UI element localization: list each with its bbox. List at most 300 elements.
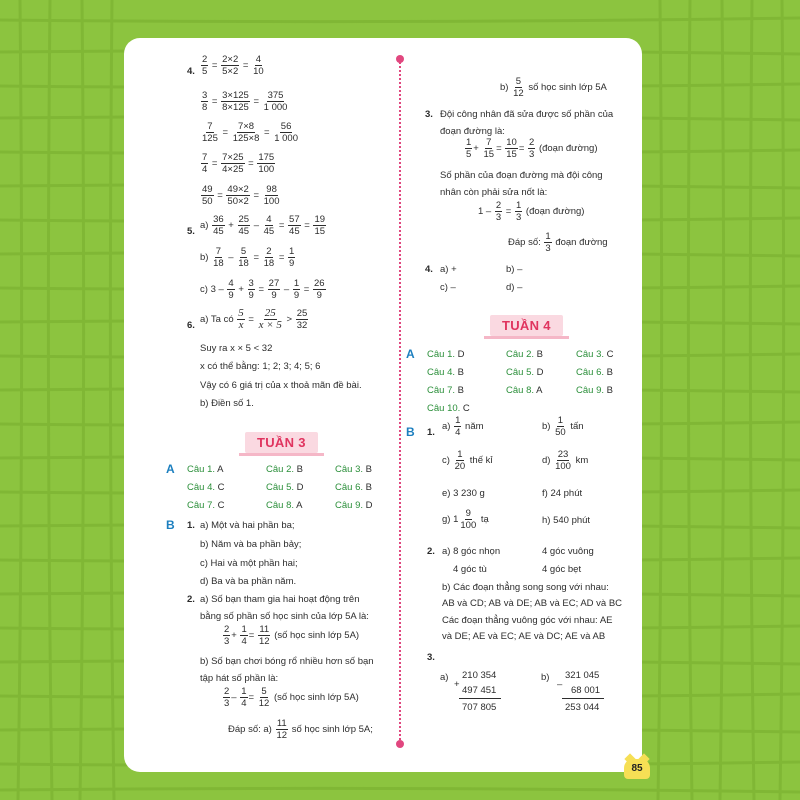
numerator: 36 — [213, 214, 224, 225]
fraction — [273, 121, 299, 144]
numerator: 1 — [557, 415, 564, 426]
denominator: 125×8 — [232, 133, 260, 144]
denominator: 4 — [241, 698, 247, 709]
numerator: 2 — [224, 686, 230, 697]
fraction — [263, 184, 281, 207]
denominator: x × 5 — [258, 319, 282, 331]
inequality: a) Ta có $\frac{5}{x}$ = $\frac{25}{x \times 5}$ > $\frac{25}{32}$ — [200, 307, 308, 331]
fraction — [201, 184, 214, 207]
denominator: 18 — [263, 258, 275, 269]
text-line: b) Điền số 1. — [200, 398, 254, 409]
part-label: c) — [200, 284, 208, 296]
answer-value: A — [296, 500, 303, 511]
fraction — [223, 624, 230, 647]
denominator: 50×2 — [227, 196, 249, 207]
denominator: 9 — [248, 290, 254, 301]
page-number: 85 — [624, 759, 650, 779]
numerator: 4 — [255, 54, 262, 65]
text-line: d) Ba và ba phần năm. — [200, 576, 297, 587]
part-label: b) — [500, 82, 509, 94]
fraction — [554, 449, 572, 472]
answer-item — [335, 500, 373, 512]
numerator: 2×2 — [222, 54, 239, 65]
answer-value: B — [606, 367, 613, 378]
text-line: đoạn đường là: — [440, 126, 505, 137]
answer-item — [576, 385, 613, 397]
text-line: a) 8 góc nhọn — [442, 546, 501, 557]
answer-value: B — [457, 385, 464, 396]
sum-result: 707 805 — [462, 702, 497, 713]
numerator: 7 — [207, 121, 213, 132]
sum-rule — [459, 698, 501, 699]
fraction — [288, 246, 295, 269]
numerator: 56 — [280, 121, 292, 132]
numerator: 5 — [240, 246, 247, 257]
fraction — [212, 214, 225, 237]
denominator: 45 — [238, 226, 250, 237]
fraction — [226, 184, 249, 207]
fraction-equation: c) 3 – $\frac{4}{9}$ + $\frac{3}{9}$ = $\frac{27}{9}$ – $\frac{1}{9}$ = $\frac{26}{9}$ — [200, 278, 325, 301]
fraction — [201, 54, 208, 77]
answer-label: Câu 7. — [187, 500, 215, 511]
denominator: 15 — [314, 226, 326, 237]
fraction — [515, 200, 522, 223]
fraction-equation: $\frac{49}{50}$ = $\frac{49\times 2}{50\times 2}$ = $\frac{98}{100}$ — [202, 184, 280, 207]
numerator: 4 — [266, 214, 272, 225]
numerator: 10 — [506, 137, 517, 148]
part-label: a) — [200, 220, 209, 232]
denominator: 100 — [460, 520, 477, 531]
text-line: a) Một và hai phần ba; — [200, 520, 295, 531]
fraction — [313, 278, 326, 301]
fraction — [201, 121, 219, 144]
answer-label: Câu 5. — [506, 367, 534, 378]
denominator: 5 — [466, 149, 472, 160]
question-number: 3. — [427, 652, 435, 663]
numerator: 175 — [258, 152, 275, 163]
numerator: 7×8 — [237, 121, 255, 132]
answer-item — [427, 367, 464, 379]
numerator: 7×25 — [222, 152, 244, 163]
fraction — [221, 152, 244, 175]
numerator: 98 — [266, 184, 277, 195]
lead-term: 1 – — [478, 206, 492, 218]
question-number: 4. — [425, 264, 433, 275]
answer-value: D — [365, 500, 373, 511]
fraction — [240, 624, 247, 647]
week-badge: TUẦN 4 — [490, 315, 563, 336]
numerator: 3 — [248, 278, 254, 289]
fraction-equation: $\frac{3}{8}$ = $\frac{3\times 125}{8\times 125}$ = $\frac{375}{1 000}$ — [202, 90, 288, 113]
denominator: 9 — [289, 258, 295, 269]
answer-value: A — [217, 464, 224, 475]
denominator: 15 — [483, 149, 495, 160]
fraction — [528, 137, 535, 160]
fraction — [505, 137, 518, 160]
addend-2: 497 451 — [462, 685, 497, 696]
denominator: 18 — [238, 258, 249, 269]
numerator: 57 — [289, 214, 300, 225]
fraction — [263, 246, 276, 269]
denominator: 45 — [213, 226, 224, 237]
numerator: 5 — [238, 307, 244, 319]
text-line: 4 góc tù — [453, 564, 487, 575]
text-line: e) 3 230 g — [442, 488, 485, 499]
denominator: x — [238, 319, 244, 331]
numerator: 1 — [455, 415, 461, 426]
numerator: 4 — [228, 278, 234, 289]
numerator: 2 — [224, 624, 230, 635]
answer-value: B — [365, 464, 372, 475]
answer-item — [266, 482, 304, 494]
answer-label: Câu 1. — [187, 464, 215, 475]
text-line: và DE; AE và EC; AE và DC; AE và AB — [442, 631, 606, 642]
denominator: 10 — [253, 66, 264, 77]
part-label: d) — [542, 455, 551, 467]
text-line: d) – — [506, 282, 523, 293]
divider-dot-top — [396, 55, 404, 63]
denominator: 3 — [224, 698, 230, 709]
question-number: 1. — [187, 520, 195, 531]
fraction — [237, 308, 245, 331]
answer-value: C — [217, 482, 225, 493]
text-line: c) Hai và một phần hai; — [200, 558, 298, 569]
numerator: 9 — [465, 508, 471, 519]
divider-dot-bottom — [396, 740, 404, 748]
answer-value: B — [296, 464, 303, 475]
denominator: 3 — [495, 212, 502, 223]
numerator: 3 — [202, 90, 208, 101]
answer-line — [508, 231, 608, 254]
answer-value: D — [296, 482, 304, 493]
section-letter: A — [166, 462, 175, 476]
lead-term: 3 – — [210, 284, 224, 296]
answer-label: Đáp số: a) — [228, 724, 272, 736]
part-label: a) — [440, 672, 449, 683]
answer-label: Câu 5. — [266, 482, 294, 493]
part-label: g) 1 — [442, 514, 459, 526]
denominator: 1 000 — [274, 133, 298, 144]
fraction-equation: $\frac{2}{3}$ – $\frac{1}{4}$ = $\frac{5}{12}$ (số học sinh lớp 5A) — [224, 686, 359, 709]
text-line: b) Số bạn chơi bóng rổ nhiều hơn số bạn — [200, 656, 374, 667]
denominator: 3 — [224, 636, 230, 647]
answer-item — [335, 464, 372, 476]
fraction — [252, 54, 265, 77]
answer-item — [427, 403, 470, 415]
denominator: 12 — [513, 88, 524, 99]
answer-item — [266, 500, 302, 512]
fraction — [227, 278, 234, 301]
text-line: AB và CD; AB và DE; AB và EC; AD và BC — [442, 598, 623, 609]
answer-item — [427, 385, 464, 397]
answer-label: Câu 4. — [427, 367, 455, 378]
question-number: 2. — [187, 594, 195, 605]
text-line: bằng số phần số học sinh của lớp 5A là: — [200, 611, 369, 622]
answer-value: B — [606, 385, 613, 396]
answer-item — [576, 367, 613, 379]
fraction-equation: 1 – $\frac{2}{3}$ = $\frac{1}{3}$ (đoạn đường) — [478, 200, 585, 223]
fraction — [544, 231, 551, 254]
text-line: 4 góc vuông — [542, 546, 594, 557]
denominator: 8 — [202, 102, 208, 113]
answer-item — [187, 482, 225, 494]
denominator: 100 — [258, 164, 275, 175]
unit-text: thế kỉ — [469, 455, 493, 467]
denominator: 5×2 — [222, 66, 239, 77]
week-badge: TUẦN 3 — [245, 432, 318, 453]
unit-text: năm — [465, 421, 484, 433]
numerator: 2 — [529, 137, 535, 148]
fraction — [554, 415, 567, 438]
difference-rule — [562, 698, 604, 699]
unit-text: km — [575, 455, 589, 467]
fraction-equation: $\frac{7}{4}$ = $\frac{7\times 25}{4\times 25}$ = $\frac{175}{100}$ — [202, 152, 275, 175]
conversion-item — [442, 415, 484, 438]
denominator: 4 — [241, 636, 247, 647]
answer-value: D — [457, 349, 465, 360]
fraction — [263, 90, 289, 113]
numerator: 49 — [202, 184, 213, 195]
answer-item — [427, 349, 465, 361]
numerator: 2 — [495, 200, 502, 211]
fraction — [221, 90, 250, 113]
fraction — [454, 415, 461, 438]
fraction — [201, 152, 208, 175]
denominator: 9 — [316, 290, 322, 301]
difference-result: 253 044 — [565, 702, 600, 713]
fraction-equation: a) $\frac{36}{45}$ + $\frac{25}{45}$ – $\frac{4}{45}$ = $\frac{57}{45}$ = $\frac{19}{15}$ — [200, 214, 326, 237]
minuend: 321 045 — [565, 670, 600, 681]
addend-1: 210 354 — [462, 670, 497, 681]
fraction — [495, 200, 502, 223]
fraction-equation: $\frac{2}{3}$ + $\frac{1}{4}$ = $\frac{11}{12}$ (số học sinh lớp 5A) — [224, 624, 360, 647]
unit-text: tạ — [480, 514, 489, 526]
denominator: 100 — [263, 196, 280, 207]
denominator: 5 — [202, 66, 208, 77]
fraction-equation: b) $\frac{7}{18}$ – $\frac{5}{18}$ = $\frac{2}{18}$ = $\frac{1}{9}$ — [200, 246, 295, 269]
intro-text: a) Ta có — [200, 314, 234, 326]
fraction — [512, 76, 525, 99]
denominator: 15 — [506, 149, 517, 160]
denominator: 9 — [293, 290, 300, 301]
numerator: 1 — [241, 686, 247, 697]
answer-item — [187, 500, 225, 512]
plus-sign: + — [454, 679, 460, 690]
answer-item — [187, 464, 223, 476]
part-label: b) — [542, 421, 551, 433]
fraction — [268, 278, 281, 301]
text-line: Các đoạn thẳng vuông góc với nhau: AE — [442, 615, 613, 626]
denominator: 4 — [202, 164, 208, 175]
unit-text: tấn — [570, 421, 584, 433]
fraction — [201, 90, 208, 113]
text-line: b) – — [506, 264, 523, 275]
denominator: 3 — [545, 243, 551, 254]
conversion-item — [442, 508, 489, 531]
denominator: 100 — [555, 461, 571, 472]
fraction — [221, 54, 239, 77]
numerator: 1 — [289, 246, 295, 257]
numerator: 7 — [202, 152, 208, 163]
unit-text: (số học sinh lớp 5A) — [274, 630, 360, 642]
numerator: 3×125 — [222, 90, 249, 101]
answer-label: Câu 8. — [266, 500, 294, 511]
fraction — [238, 214, 251, 237]
fraction — [212, 246, 225, 269]
answer-label: Đáp số: — [508, 237, 541, 249]
denominator: 20 — [454, 461, 466, 472]
text-line: nhân còn phải sửa nốt là: — [440, 187, 548, 198]
text-line: Đội công nhân đã sửa được số phần của — [440, 109, 614, 120]
text-line: a) + — [440, 264, 457, 275]
fraction — [248, 278, 255, 301]
question-number: 1. — [427, 427, 435, 438]
answer-line — [500, 76, 607, 99]
fraction — [482, 137, 495, 160]
column-divider — [399, 58, 401, 744]
unit-text: (đoạn đường) — [538, 143, 598, 155]
part-label: a) — [442, 421, 451, 433]
numerator: 26 — [313, 278, 325, 289]
answer-label: Câu 4. — [187, 482, 215, 493]
answer-label: Câu 6. — [335, 482, 363, 493]
denominator: 9 — [271, 290, 277, 301]
answer-label: Câu 1. — [427, 349, 455, 360]
denominator: 3 — [529, 149, 535, 160]
numerator: 1 — [515, 200, 522, 211]
answer-label: Câu 2. — [506, 349, 534, 360]
minus-sign: – — [557, 679, 563, 690]
answer-label: Câu 2. — [266, 464, 294, 475]
denominator: 4×25 — [222, 164, 244, 175]
denominator: 12 — [258, 636, 270, 647]
text-line: Suy ra x × 5 < 32 — [200, 343, 273, 354]
numerator: 7 — [215, 246, 222, 257]
part-label: c) — [442, 455, 450, 467]
text-line: b) Năm và ba phần bảy; — [200, 539, 302, 550]
part-label: b) — [541, 672, 550, 683]
text-line: 4 góc bẹt — [542, 564, 582, 575]
answer-line — [228, 718, 373, 741]
text-line: c) – — [440, 282, 456, 293]
numerator: 2 — [266, 246, 272, 257]
answer-label: Câu 3. — [335, 464, 363, 475]
fraction — [288, 214, 301, 237]
numerator: 25 — [296, 308, 308, 319]
numerator: 7 — [486, 137, 492, 148]
denominator: 1 000 — [263, 102, 288, 113]
section-letter: B — [166, 518, 175, 532]
numerator: 1 — [293, 278, 300, 289]
fraction-equation: $\frac{7}{125}$ = $\frac{7\times 8}{125\times 8}$ = $\frac{56}{1 000}$ — [202, 121, 298, 144]
numerator: 49×2 — [227, 184, 249, 195]
question-number: 3. — [425, 109, 433, 120]
fraction — [293, 278, 300, 301]
answer-tail: đoạn đường — [555, 237, 608, 249]
text-line: tập hát số phần là: — [200, 673, 279, 684]
answer-label: Câu 9. — [335, 500, 363, 511]
denominator: 50 — [202, 196, 213, 207]
denominator: 45 — [263, 226, 275, 237]
question-number: 4. — [187, 66, 195, 77]
question-number: 6. — [187, 320, 195, 331]
numerator: 25 — [264, 307, 276, 319]
answer-label: Câu 10. — [427, 403, 461, 414]
denominator: 12 — [258, 698, 270, 709]
answer-label: Câu 8. — [506, 385, 534, 396]
numerator: 5 — [515, 76, 522, 87]
fraction — [258, 308, 283, 331]
numerator: 11 — [276, 718, 287, 729]
question-number: 5. — [187, 226, 195, 237]
numerator: 375 — [267, 90, 284, 101]
fraction — [465, 137, 472, 160]
answer-value: A — [536, 385, 543, 396]
denominator: 8×125 — [222, 102, 249, 113]
section-letter: A — [406, 347, 415, 361]
numerator: 1 — [466, 137, 472, 148]
denominator: 12 — [276, 730, 288, 741]
fraction — [257, 152, 275, 175]
subtrahend: 68 001 — [571, 685, 601, 696]
answer-label: Câu 7. — [427, 385, 455, 396]
numerator: 5 — [261, 686, 267, 697]
numerator: 1 — [545, 231, 551, 242]
answer-value: D — [536, 367, 544, 378]
unit-text: (số học sinh lớp 5A) — [273, 692, 359, 704]
question-number: 2. — [427, 546, 435, 557]
answer-value: B — [536, 349, 543, 360]
text-line: b) Các đoạn thẳng song song với nhau: — [442, 582, 609, 593]
numerator: 2 — [202, 54, 208, 65]
numerator: 19 — [314, 214, 326, 225]
answer-item — [506, 385, 542, 397]
numerator: 1 — [241, 624, 247, 635]
part-label: b) — [200, 252, 209, 264]
fraction — [258, 624, 271, 647]
fraction — [258, 686, 271, 709]
numerator: 25 — [238, 214, 250, 225]
numerator: 1 — [457, 449, 463, 460]
conversion-item — [542, 449, 588, 472]
fraction-equation: $\frac{2}{5}$ = $\frac{2\times 2}{5\times 2}$ = $\frac{4}{10}$ — [202, 54, 264, 77]
fraction — [296, 308, 309, 331]
answer-label: Câu 6. — [576, 367, 604, 378]
answer-value: C — [462, 403, 470, 414]
unit-text: (đoạn đường) — [525, 206, 585, 218]
text-line: a) Số bạn tham gia hai hoạt động trên — [200, 594, 360, 605]
text-line: h) 540 phút — [542, 515, 591, 526]
answer-label: Câu 9. — [576, 385, 604, 396]
answer-item — [266, 464, 303, 476]
conversion-item — [542, 415, 584, 438]
conversion-item — [442, 449, 493, 472]
answer-item — [506, 349, 543, 361]
denominator: 45 — [289, 226, 300, 237]
text-line: x có thể bằng: 1; 2; 3; 4; 5; 6 — [200, 361, 321, 372]
denominator: 125 — [202, 133, 218, 144]
fraction — [263, 214, 276, 237]
section-letter: B — [406, 425, 415, 439]
denominator: 4 — [455, 427, 461, 438]
denominator: 9 — [228, 290, 234, 301]
answer-label: Câu 3. — [576, 349, 604, 360]
text-line: Số phần của đoạn đường mà đội công — [440, 170, 603, 181]
fraction — [313, 214, 326, 237]
fraction — [454, 449, 467, 472]
fraction — [223, 686, 230, 709]
answer-value: C — [606, 349, 614, 360]
